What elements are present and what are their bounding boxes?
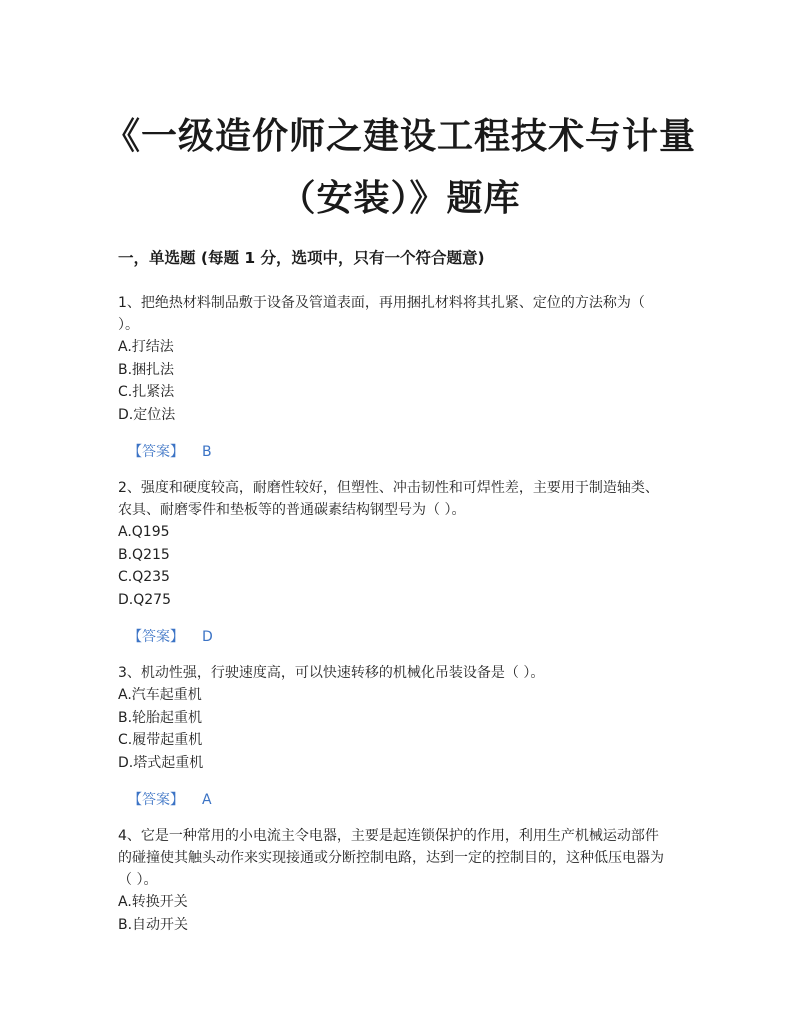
option-b: B.自动开关 [118,916,189,933]
option-a: A.打结法 [118,339,174,355]
option-b: B.捆扎法 [118,361,175,378]
question-3 [118,662,688,811]
option-c: C.履带起重机 [118,732,203,748]
answer-line [128,626,688,648]
question-stem-line: 1、把绝热材料制品敷于设备及管道表面，再用捆扎材料将其扎紧、定位的方法称为（ [118,295,645,311]
question-stem-line: 4、它是一种常用的小电流主令电器，主要是起连锁保护的作用，利用生产机械运动部件 [118,828,659,844]
answer-value: A [202,792,212,808]
question-1 [118,292,688,463]
title-line-1: 《一级造价师之建设工程技术与计量 [103,116,696,157]
answer-label: 【答案】 [128,629,184,645]
option-d: D.定位法 [118,406,176,423]
option-b: B.轮胎起重机 [118,709,203,726]
question-stem-line: 的碰撞使其触头动作来实现接通或分断控制电路，达到一定的控制目的，这种低压电器为 [118,850,664,866]
question-list [118,292,688,936]
option-a: A.转换开关 [118,894,188,910]
answer-value: D [202,629,213,645]
option-a: A.Q195 [118,524,170,540]
option-c: C.Q235 [118,569,170,585]
option-d: D.Q275 [118,591,171,608]
question-stem-line: 3、机动性强，行驶速度高，可以快速转移的机械化吊装设备是（ ）。 [118,665,545,681]
answer-line [128,441,688,463]
answer-label: 【答案】 [128,444,184,460]
option-d: D.塔式起重机 [118,754,204,771]
question-stem-line: ）。 [118,317,139,333]
question-stem-line: 农具、耐磨零件和垫板等的普通碳素结构钢型号为（ ）。 [118,502,466,518]
question-stem-line: 2、强度和硬度较高，耐磨性较好，但塑性、冲击韧性和可焊性差，主要用于制造轴类、 [118,480,659,496]
answer-line [128,789,688,811]
question-2 [118,477,688,648]
title-line-2: （安装）》题库 [279,178,521,219]
answer-value: B [202,444,212,460]
answer-label: 【答案】 [128,792,184,808]
question-stem-line: （ ）。 [118,872,158,888]
option-b: B.Q215 [118,546,170,563]
option-a: A.汽车起重机 [118,687,202,703]
document-title [0,106,800,230]
question-4 [118,825,688,936]
section-heading: 一，单选题 (每题 1 分，选项中，只有一个符合题意) [118,249,485,267]
option-c: C.扎紧法 [118,384,175,400]
